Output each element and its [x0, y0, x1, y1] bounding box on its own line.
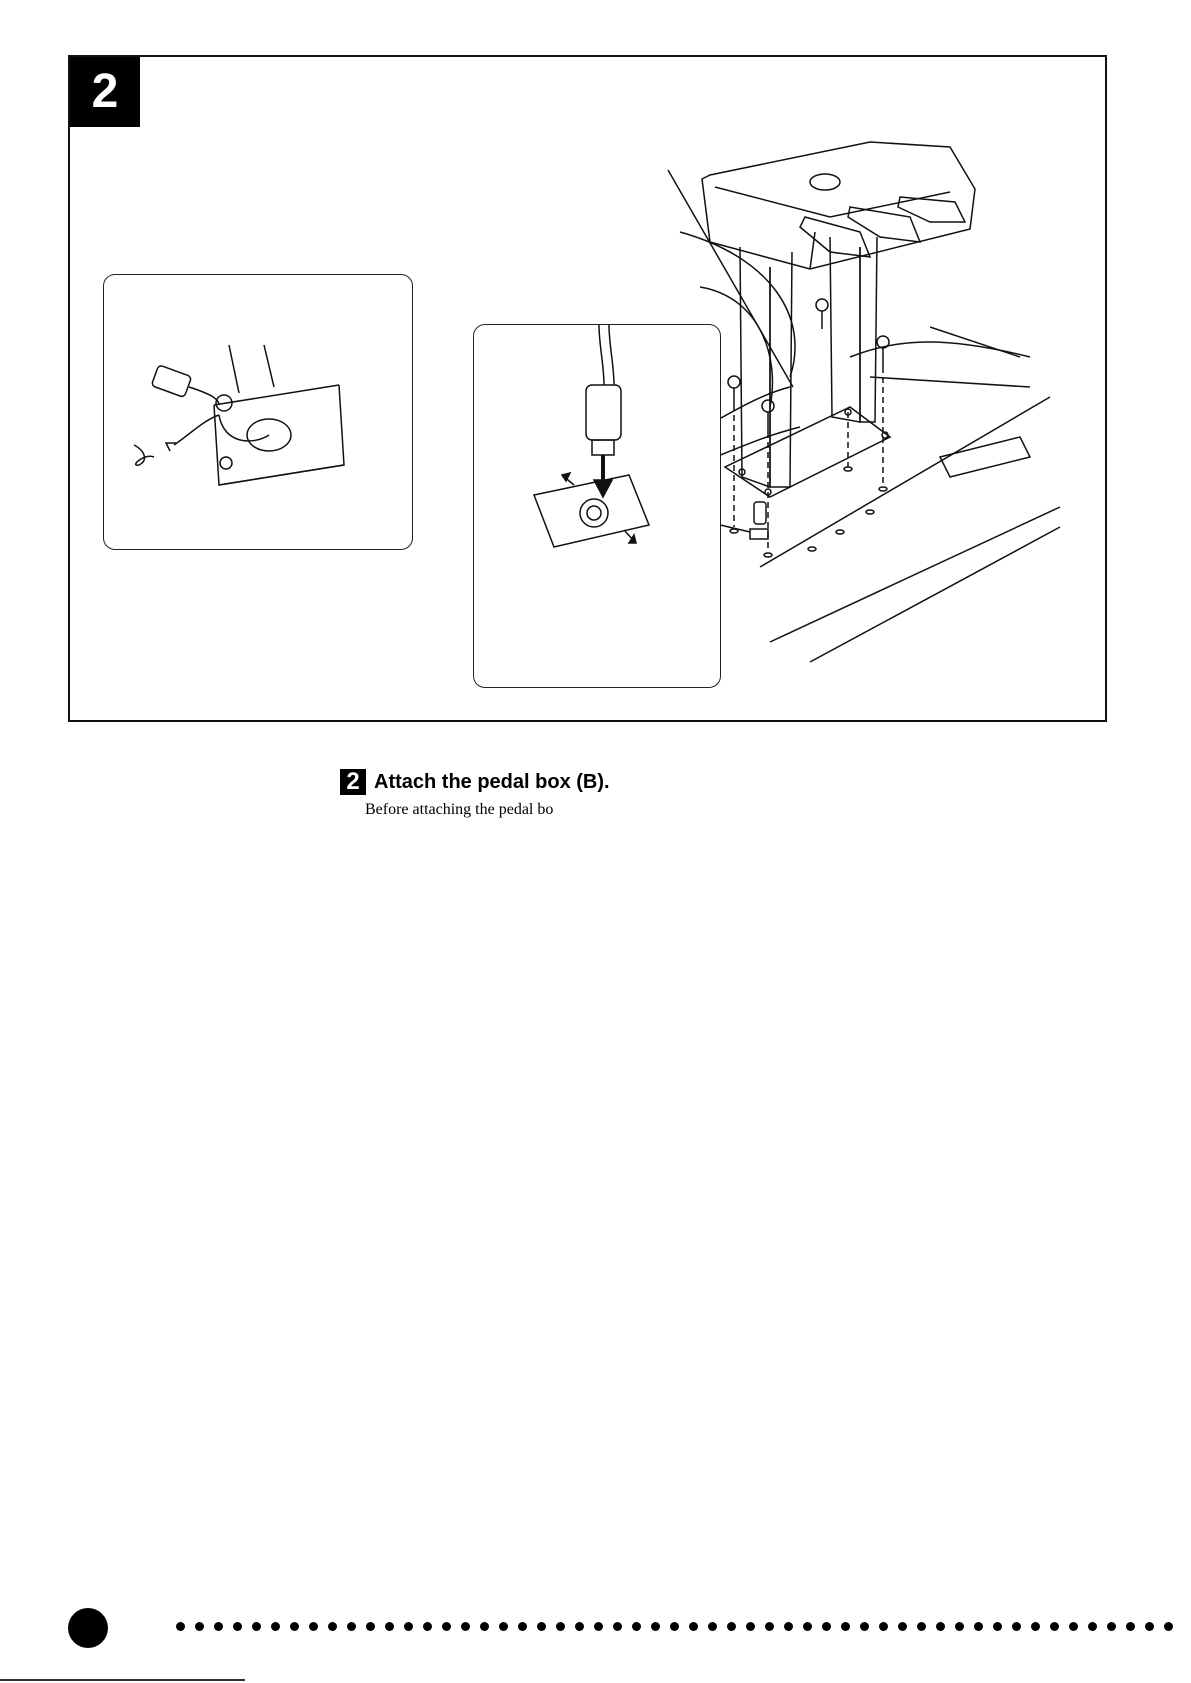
- footer-dot: [1164, 1622, 1173, 1631]
- base-plate: [725, 407, 890, 497]
- footer-dot: [252, 1622, 261, 1631]
- footer-dot: [1126, 1622, 1135, 1631]
- cable-detail-illustration: [104, 275, 412, 549]
- footer-dot: [328, 1622, 337, 1631]
- footer-dot: [860, 1622, 869, 1631]
- step-number-badge: 2: [340, 769, 366, 795]
- footer-dot: [613, 1622, 622, 1631]
- assembly-figure: [68, 55, 1107, 722]
- footer-dot: [841, 1622, 850, 1631]
- footer-dot: [651, 1622, 660, 1631]
- screw-icon: [728, 376, 740, 405]
- footer-dot: [442, 1622, 451, 1631]
- footer-dot: [917, 1622, 926, 1631]
- left-leg: [740, 247, 770, 487]
- footer-dot: [955, 1622, 964, 1631]
- connector-plug: [151, 365, 191, 398]
- footer-dot: [803, 1622, 812, 1631]
- footer-dot: [537, 1622, 546, 1631]
- connector-detail-illustration: [474, 325, 720, 687]
- footer-dot: [518, 1622, 527, 1631]
- footer-dot: [499, 1622, 508, 1631]
- footer-dot: [822, 1622, 831, 1631]
- footer-dot: [727, 1622, 736, 1631]
- footer-dot: [784, 1622, 793, 1631]
- footer-dot: [404, 1622, 413, 1631]
- footer-dot: [195, 1622, 204, 1631]
- footer-dot: [290, 1622, 299, 1631]
- footer-dot: [765, 1622, 774, 1631]
- footer-dot: [556, 1622, 565, 1631]
- footer-dot: [214, 1622, 223, 1631]
- twist-tie: [134, 445, 154, 465]
- pedal-plug: [586, 385, 621, 440]
- footer-dot: [594, 1622, 603, 1631]
- page-marker-dot: [68, 1608, 108, 1648]
- footer-dot-row: [176, 1622, 1191, 1634]
- footer-dot: [575, 1622, 584, 1631]
- pedal-tray: [702, 142, 975, 269]
- footer-dot: [1088, 1622, 1097, 1631]
- footer-dot: [1107, 1622, 1116, 1631]
- connector-detail-inset: [473, 324, 721, 688]
- footer-dot: [898, 1622, 907, 1631]
- footer-dot: [993, 1622, 1002, 1631]
- step-body-text: Before attaching the pedal bo: [365, 801, 554, 818]
- footer-dot: [708, 1622, 717, 1631]
- floor-line: [760, 397, 1050, 567]
- figure-step-badge: 2: [70, 57, 140, 127]
- footer-dot: [936, 1622, 945, 1631]
- footer-dot: [746, 1622, 755, 1631]
- right-leg: [830, 237, 860, 422]
- footer-dot: [309, 1622, 318, 1631]
- cable-detail-inset: [103, 274, 413, 550]
- footer-dot: [347, 1622, 356, 1631]
- footer-dot: [974, 1622, 983, 1631]
- footer-rule: [0, 1679, 245, 1681]
- footer-dot: [1050, 1622, 1059, 1631]
- footer-dot: [271, 1622, 280, 1631]
- footer-dot: [480, 1622, 489, 1631]
- footer-dot: [1069, 1622, 1078, 1631]
- footer-dot: [879, 1622, 888, 1631]
- connector-plate: [534, 475, 649, 547]
- footer-dot: [461, 1622, 470, 1631]
- footer-dot: [423, 1622, 432, 1631]
- footer-dot: [670, 1622, 679, 1631]
- pedal-connector: [754, 502, 766, 524]
- footer-dot: [385, 1622, 394, 1631]
- footer-dot: [233, 1622, 242, 1631]
- step-heading: [340, 769, 610, 795]
- footer-dot: [1031, 1622, 1040, 1631]
- footer-dot: [1145, 1622, 1154, 1631]
- footer-dot: [632, 1622, 641, 1631]
- footer-dot: [689, 1622, 698, 1631]
- step-title: Attach the pedal box (B).: [374, 770, 610, 793]
- footer-dot: [176, 1622, 185, 1631]
- footer-dot: [1012, 1622, 1021, 1631]
- footer-dot: [366, 1622, 375, 1631]
